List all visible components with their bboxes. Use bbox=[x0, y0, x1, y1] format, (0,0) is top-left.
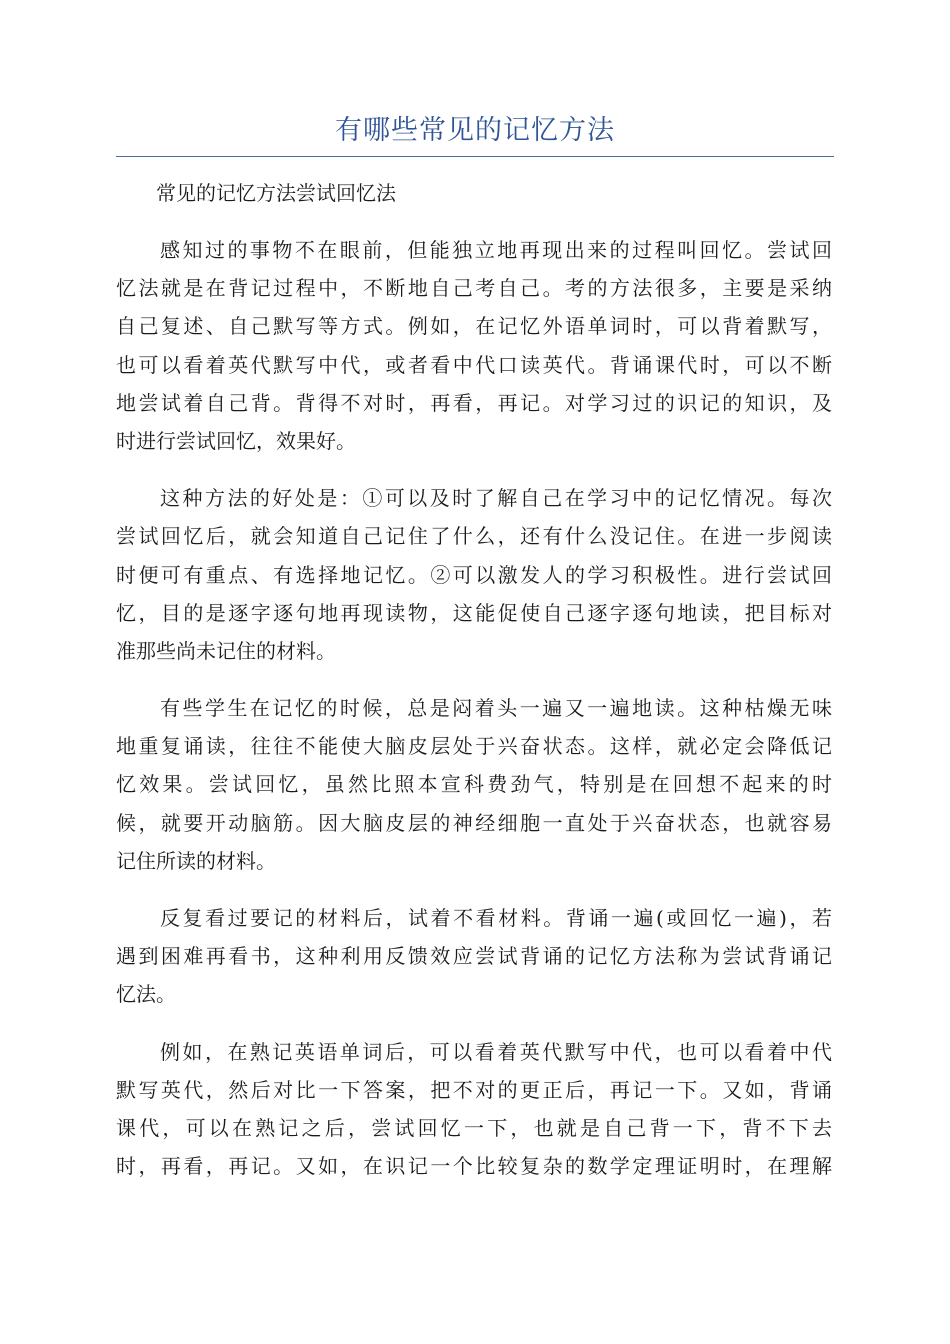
paragraph-line: 默写英代，然后对比一下答案，把不对的更正后，再记一下。又如，背诵 bbox=[116, 1077, 832, 1102]
paragraph-line: 忆法。 bbox=[116, 982, 176, 1007]
paragraph-line: 忆效果。尝试回忆，虽然比照本宣科费劲气，特别是在回想不起来的时 bbox=[116, 772, 832, 797]
paragraph-line: 反复看过要记的材料后，试着不看材料。背诵一遍(或回忆一遍)，若 bbox=[160, 906, 832, 930]
paragraph-line: 感知过的事物不在眼前，但能独立地再现出来的过程叫回忆。尝试回 bbox=[160, 238, 832, 262]
paragraph-list bbox=[116, 231, 832, 1185]
paragraph-line: 有些学生在记忆的时候，总是闷着头一遍又一遍地读。这种枯燥无味 bbox=[160, 696, 832, 721]
paragraph-line: 课代，可以在熟记之后，尝试回忆一下，也就是自己背一下，背不下去 bbox=[116, 1115, 832, 1140]
document-title: 有哪些常见的记忆方法 bbox=[335, 115, 615, 146]
paragraph-line: 尝试回忆后，就会知道自己记住了什么，还有什么没记住。在进一步阅读 bbox=[116, 524, 832, 549]
paragraph-line: 遇到困难再看书，这种利用反馈效应尝试背诵的记忆方法称为尝试背诵记 bbox=[116, 944, 832, 969]
paragraph bbox=[116, 1033, 832, 1186]
paragraph-line: 忆法就是在背记过程中，不断地自己考自己。考的方法很多，主要是采纳 bbox=[116, 276, 832, 301]
paragraph-line: 时进行尝试回忆，效果好。 bbox=[116, 428, 356, 453]
paragraph-line: 地尝试着自己背。背得不对时，再看，再记。对学习过的识记的知识，及 bbox=[116, 390, 832, 415]
paragraph-line: 记住所读的材料。 bbox=[116, 848, 276, 873]
paragraph-line: 例如，在熟记英语单词后，可以看着英代默写中代，也可以看着中代 bbox=[160, 1039, 832, 1064]
paragraph bbox=[116, 479, 832, 670]
title-block bbox=[116, 108, 834, 157]
paragraph bbox=[116, 231, 832, 460]
paragraph-line: 忆，目的是逐字逐句地再现读物，这能促使自己逐字逐句地读，把目标对 bbox=[116, 600, 832, 625]
paragraph-line: 地重复诵读，往往不能使大脑皮层处于兴奋状态。这样，就必定会降低记 bbox=[116, 734, 832, 759]
paragraph-line: 准那些尚未记住的材料。 bbox=[116, 638, 336, 663]
paragraph-line: 这种方法的好处是：①可以及时了解自己在学习中的记忆情况。每次 bbox=[160, 486, 832, 511]
paragraph-line: 时便可有重点、有选择地记忆。②可以激发人的学习积极性。进行尝试回 bbox=[116, 562, 832, 587]
paragraph-line: 也可以看着英代默写中代，或者看中代口读英代。背诵课代时，可以不断 bbox=[116, 352, 832, 377]
paragraph-line: 自己复述、自己默写等方式。例如，在记忆外语单词时，可以背着默写， bbox=[116, 314, 832, 339]
paragraph-line: 时，再看，再记。又如，在识记一个比较复杂的数学定理证明时，在理解 bbox=[116, 1154, 832, 1179]
paragraph bbox=[116, 689, 832, 880]
paragraph-line: 候，就要开动脑筋。因大脑皮层的神经细胞一直处于兴奋状态，也就容易 bbox=[116, 810, 832, 835]
paragraph bbox=[116, 899, 832, 1014]
section-subheading: 常见的记忆方法尝试回忆法 bbox=[156, 181, 396, 205]
document-body bbox=[116, 174, 832, 1204]
